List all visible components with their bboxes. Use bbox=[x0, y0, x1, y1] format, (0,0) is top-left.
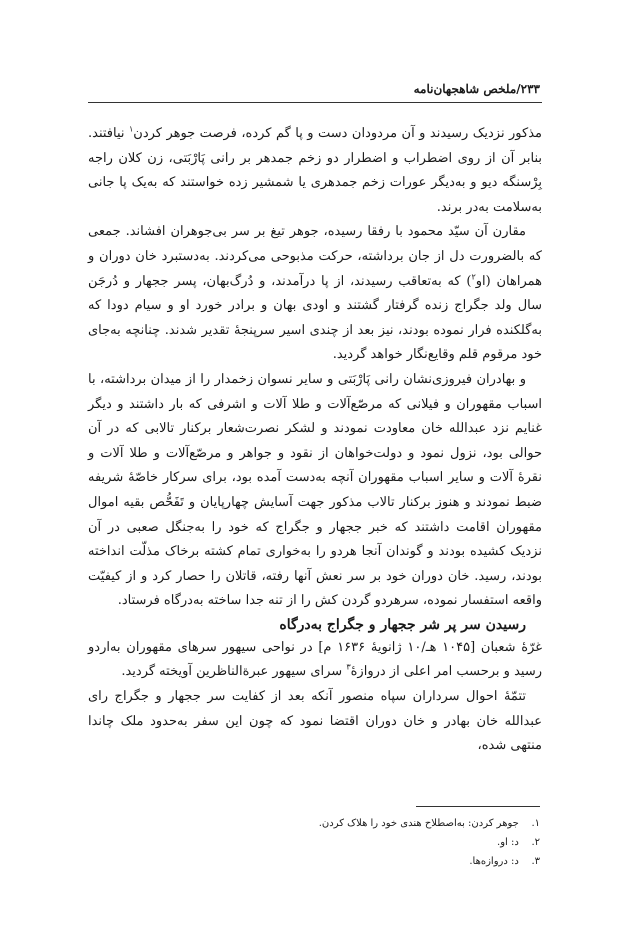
footnote-marker: ۲ bbox=[471, 272, 476, 282]
section-heading: رسیدن سر پر شر ججهار و جگراج به‌درگاه bbox=[279, 616, 526, 633]
footnote bbox=[86, 852, 540, 871]
header-rule bbox=[88, 102, 542, 103]
footnote-text: جوهر کردن: به‌اصطلاح هندی خود را هلاک کردن. bbox=[318, 818, 519, 829]
footnote bbox=[86, 833, 540, 852]
footnote-number: ۳. bbox=[531, 856, 540, 867]
footnote-text: د: دروازه‌ها. bbox=[469, 856, 519, 867]
footnote bbox=[86, 814, 540, 833]
paragraph bbox=[88, 122, 542, 220]
paragraph bbox=[88, 368, 542, 614]
running-head: ۲۳۳/ملخص شاهجهان‌نامه bbox=[413, 82, 540, 96]
paragraph bbox=[88, 636, 542, 685]
paragraph bbox=[88, 685, 542, 759]
footnotes bbox=[86, 814, 540, 871]
paragraph bbox=[88, 220, 542, 368]
footnote-number: ۲. bbox=[531, 837, 540, 848]
paragraph-text: سرای سیهور عبرةالناظرین آویخته گردید. bbox=[121, 664, 347, 680]
paragraph-text: مقارن آن سیّد محمود با رفقا رسیده، جوهر تیغ بر سر بی‌جوهران افشاند. جمعی که بالضرورت دل از جان برداشته، حرکت مذبوحی می‌کردند. به‌دستبرد خان دوران و همراهان (او bbox=[88, 224, 542, 289]
footnote-marker: ۱ bbox=[128, 124, 134, 134]
paragraph-text: تتمّهٔ احوال سرداران سپاه منصور آنکه بعد از کفایت سر ججهار و جگراج رای عبدالله خان بهادر و خان دوران اقتضا نمود که چون این سفر به‌حدود ملک چاندا منتهی شده، bbox=[88, 689, 542, 754]
main-text bbox=[88, 122, 542, 759]
paragraph-text: ) که به‌تعاقب رسیدند، از پا درآمدند، و دُرگ‌بهان، پسر ججهار و دُرجَن سال ولد جگراج زنده گرفتار گشتند و اودی بهان و برادر خورد او و سیام دودا که به‌گلکنده فرار نموده بودند، نیز بعد از چندی اسیر سرپنجهٔ تقدیر شدند. چنانچه به‌جای خود مرقوم قلم وقایع‌نگار خواهد گردید. bbox=[88, 273, 542, 363]
footnote-number: ۱. bbox=[531, 818, 540, 829]
footnote-text: د: او. bbox=[497, 837, 519, 848]
footnote-rule bbox=[416, 806, 540, 807]
footnote-marker: ۳ bbox=[346, 663, 351, 673]
paragraph-text: و بهادران فیروزی‌نشان رانی پَارْبَتی و سایر نسوان زخمدار را از میدان برداشته، با اسباب مقهوران و فیلانی که مرصّع‌آلات و طلا آلات و اشرفی که بار داشتند و دیگر غنایم نزد عبدالله خان معاودت نمودند و لشکر نصرت‌شعار برکنار تالابی که در آن حوالی بود، نزول نمود و دولت‌خواهان از نقود و جواهر و مرصّع‌آلات و طلا آلات و نقرهٔ آلات و سایر اسباب مقهوران آنچه به‌دست آمده بود، برای سرکار خاصّهٔ شریفه ضبط نمودند و هنوز برکنار تالاب مذکور جهت آسایش چهارپایان و تَفَحُّص بقیه اموال مقهوران اقامت داشتند که خبر ججهار و جگراج که خود را به‌جنگل صعبی در آن نزدیک کشیده بودند و گوندان آنجا هردو را به‌خواری تمام کشته برخاک مذلّت انداخته بودند، رسید. خان دوران خود بر سر نعش آنها رفته، قاتلان را حصار کرد و از کیفیّت واقعه استفسار نموده، سرهردو گردن کش را از تنه جدا ساخته به‌درگاه فرستاد. bbox=[88, 371, 542, 609]
paragraph-text: نیافتند. بنابر آن از روی اضطراب و اضطرار دو زخم جمدهر بر رانی پَارْبَتی، زن کلان راجه بِرْسنگه دیو و به‌دیگر عورات زخم جمدهری یا شمشیر زده خواستند که به‌یک پا جانی به‌سلامت به‌در برند. bbox=[88, 126, 542, 215]
paragraph-text: غرّهٔ شعبان [۱۰۴۵ هـ/۱۰ ژانویهٔ ۱۶۳۶ م] در نواحی سیهور سرهای مقهوران به‌اردو رسید و برحسب امر اعلی از دروازهٔ bbox=[88, 639, 542, 680]
paragraph-text: مذکور نزدیک رسیدند و آن مردودان دست و پا گم کرده، فرصت جوهر کردن bbox=[133, 126, 542, 141]
